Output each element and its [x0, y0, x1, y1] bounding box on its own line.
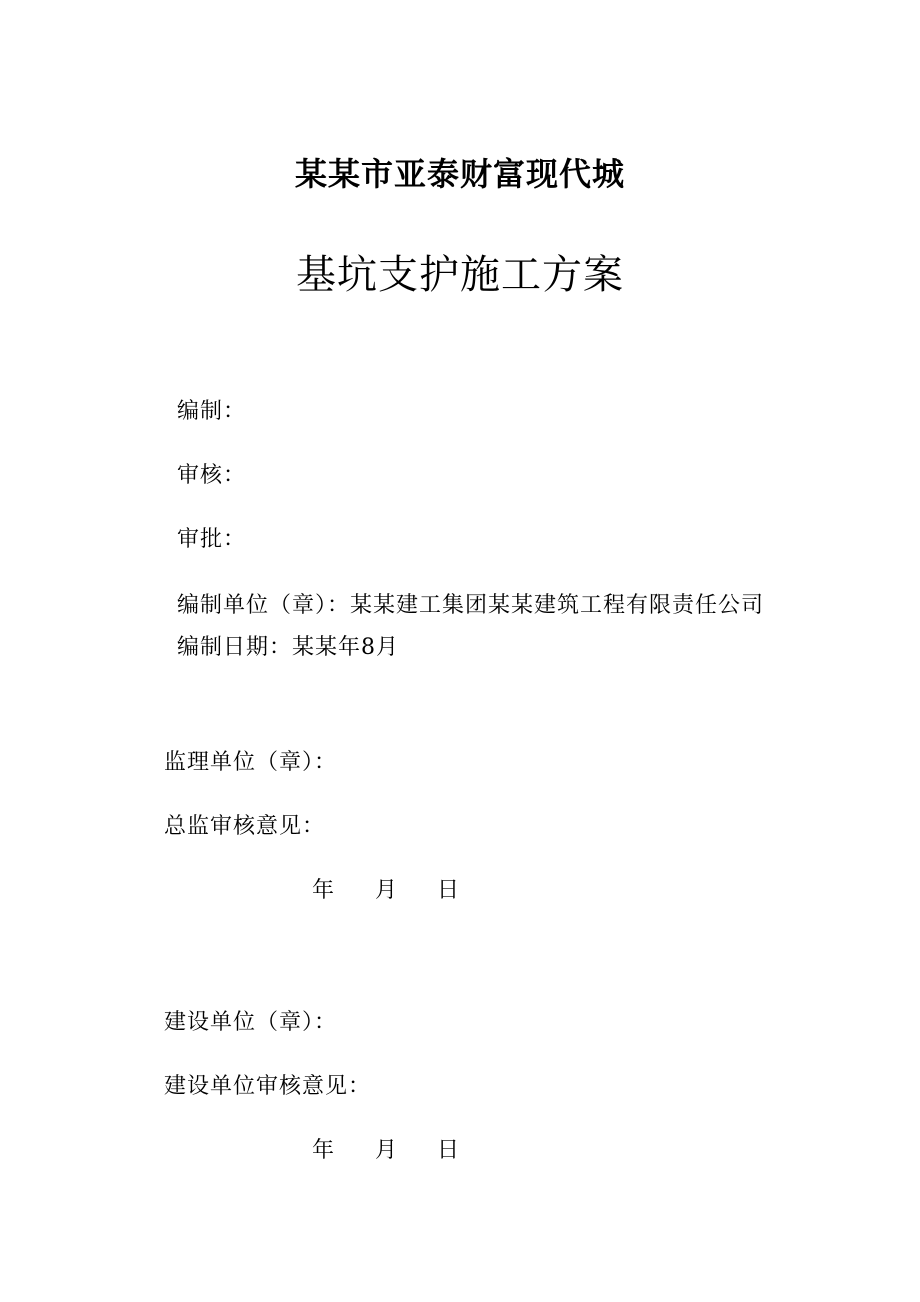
compiling-date-label: 编制日期：某某年8月 — [177, 635, 399, 660]
supervision-year-label: 年 — [312, 878, 335, 903]
construction-year-label: 年 — [312, 1138, 335, 1163]
project-title: 某某市亚泰财富现代城 — [294, 155, 625, 193]
construction-opinion-label: 建设单位审核意见： — [164, 1074, 372, 1099]
construction-day-label: 日 — [437, 1138, 460, 1163]
supervision-month-label: 月 — [375, 878, 398, 903]
approver-label: 审批： — [177, 527, 247, 552]
reviewer-label: 审核： — [177, 463, 247, 488]
document-title: 基坑支护施工方案 — [296, 252, 624, 298]
supervision-date-row — [0, 880, 920, 904]
construction-month-label: 月 — [375, 1138, 398, 1163]
construction-unit-label: 建设单位（章）： — [164, 1010, 338, 1035]
construction-date-row — [0, 1140, 920, 1164]
compiler-label: 编制： — [177, 399, 247, 424]
supervision-unit-label: 监理单位（章）： — [164, 750, 338, 775]
compiling-unit-label: 编制单位（章）：某某建工集团某某建筑工程有限责任公司 — [177, 593, 765, 618]
supervision-day-label: 日 — [437, 878, 460, 903]
supervision-opinion-label: 总监审核意见： — [164, 814, 326, 839]
